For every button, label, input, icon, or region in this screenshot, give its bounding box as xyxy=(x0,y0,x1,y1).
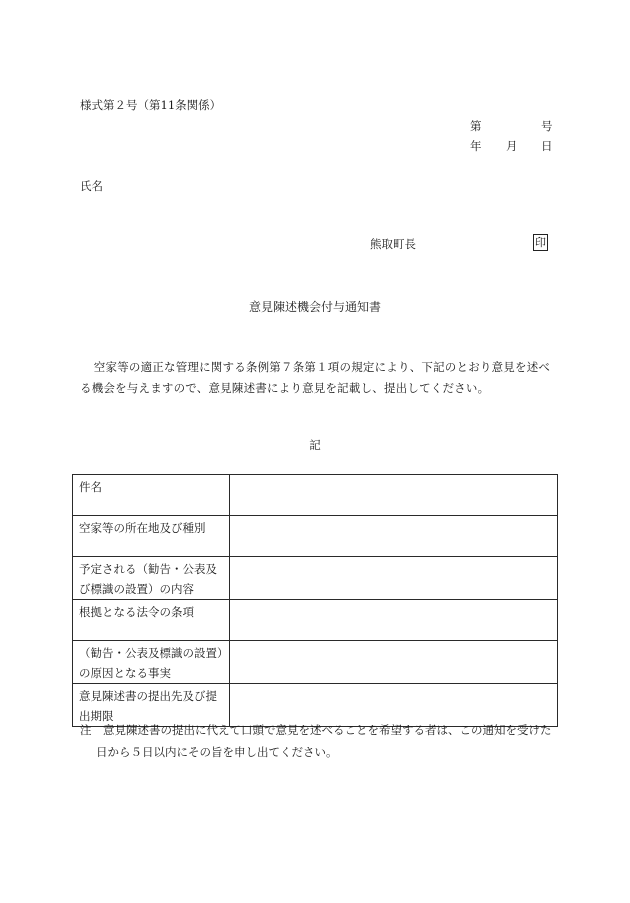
table-row-value xyxy=(230,557,558,600)
ki-heading: 記 xyxy=(309,438,321,452)
table-row-value xyxy=(230,475,558,516)
body-paragraph: 空家等の適正な管理に関する条例第７条第１項の規定により、下記のとおり意見を述べる機会を与えますので、意見陳述書により意見を記載し、提出してください。 xyxy=(80,360,551,395)
table-row-label: （勧告・公表及標識の設置）の原因となる事実 xyxy=(73,641,230,684)
table-row xyxy=(73,557,558,600)
document-number-prefix: 第 xyxy=(470,119,482,133)
date-month-label: 月 xyxy=(506,139,518,153)
table-row-value xyxy=(230,600,558,641)
document-title: 意見陳述機会付与通知書 xyxy=(248,300,381,314)
table-row-label: 件名 xyxy=(73,475,230,516)
table-row-value xyxy=(230,641,558,684)
table-row xyxy=(73,600,558,641)
table-row xyxy=(73,516,558,557)
date-day-label: 日 xyxy=(541,139,553,153)
table-row xyxy=(73,475,558,516)
issuer-name: 熊取町長 xyxy=(370,237,416,251)
table-row-label: 予定される（勧告・公表及び標識の設置）の内容 xyxy=(73,557,230,600)
table-row-label: 根拠となる法令の条項 xyxy=(73,600,230,641)
table-row-label: 空家等の所在地及び種別 xyxy=(73,516,230,557)
date-year-label: 年 xyxy=(470,139,482,153)
table-row-label: 意見陳述書の提出先及び提出期限 xyxy=(73,684,230,727)
table-row-value xyxy=(230,516,558,557)
table-row xyxy=(73,641,558,684)
seal-mark: 印 xyxy=(535,236,546,249)
document-number-suffix: 号 xyxy=(541,119,553,133)
details-table xyxy=(72,474,558,727)
recipient-name-label: 氏名 xyxy=(80,179,103,193)
footnote: 注 意見陳述書の提出に代えて口頭で意見を述べることを希望する者は、この通知を受けた日から５日以内にその旨を申し出てください。 xyxy=(80,723,552,759)
form-number: 様式第２号（第11条関係） xyxy=(80,98,222,112)
